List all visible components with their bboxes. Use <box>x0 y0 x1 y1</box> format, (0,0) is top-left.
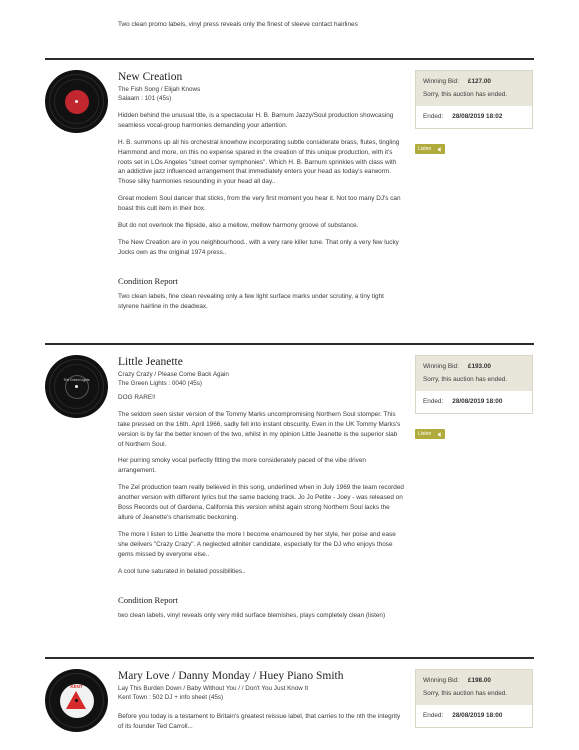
ended-label: Ended: <box>423 397 444 405</box>
auction-listing <box>45 657 534 750</box>
listing-title[interactable]: Mary Love / Danny Monday / Huey Piano Smith <box>118 670 344 682</box>
bid-box <box>415 669 533 728</box>
listing-subtitle: Lay This Burden Down / Baby Without You / / Don't You Just Know It <box>118 684 309 692</box>
ended-date: 28/08/2019 18:02 <box>452 112 503 120</box>
description-paragraph: Hidden behind the unusual title, is a spectacular H. B. Barnum Jazzy/Soul production showcasing seamless vocal-group harmonies demanding your attention. <box>118 111 394 129</box>
bid-box <box>415 70 533 129</box>
condition-report-heading: Condition Report <box>118 275 178 286</box>
description-paragraph: But do not overlook the flipside, also a mellow, mellow harmony groove of substance. <box>118 222 359 230</box>
description-paragraph: The Zel production team really believed in this song, underlined when in July 1969 the team recorded another version with different lyrics but the same backing track. Jo Jo Petite - Joey - was released on Boss Records out of Gardena, California this version whilst again strong Northern Soul lacks the allure of Jeanette's charismatic beckoning. <box>118 484 404 522</box>
ended-date: 28/08/2019 18:00 <box>452 711 503 719</box>
record-thumbnail[interactable] <box>45 669 108 732</box>
ended-date: 28/08/2019 18:00 <box>452 397 503 405</box>
listing-title[interactable]: Little Jeanette <box>118 356 183 368</box>
speaker-icon <box>438 432 442 437</box>
description-paragraph: Great modern Soul dancer that sticks, from the very first moment you hear it. Not too many DJ's can boast this cult item in their box. <box>118 195 401 213</box>
description-paragraph: The New Creation are in you neighbourhood.. with a very rare killer tune. That only a very few lucky Jocks own as the original 1974 press.. <box>118 239 399 256</box>
winning-bid-amount: £193.00 <box>467 363 491 370</box>
listen-button[interactable]: Listen <box>415 144 445 154</box>
auction-listing <box>45 58 534 344</box>
winning-bid-label: Winning Bid: <box>423 78 459 85</box>
ended-label: Ended: <box>423 112 444 120</box>
description-paragraph: The seldom seen sister version of the Tommy Marks uncompromising Northern Soul stomper. This take pressed on the 16th. April 1966, sadly fell into instant obscurity. Even in the UK Tommy Marks's version is by far the better known of the two, whilst in my opinion Little Jeanette is the superior slab of Northern Soul. <box>118 410 401 448</box>
winning-bid-amount: £127.00 <box>467 78 491 85</box>
auction-status: Sorry, this auction has ended. <box>423 375 508 383</box>
listing-label-line: Kent Town : 502 DJ + info sheet (45s) <box>118 694 224 702</box>
description-paragraph: H. B. summons up all his orchestral knowhow incorporating subtle considerate brass, flutes, tingling Hammond and more, on this no expense spared in the creation of this unique production, with it's roots set in LOs Angeles "street corner symphonies". Which H. B. Barnum sprinkles with class with an addictive jazz influenced arrangement that immediately enters your head as today's earworm. Those silky harmonies resounding in your head all day.. <box>118 138 400 186</box>
condition-report-heading: Condition Report <box>118 594 178 605</box>
listing-label-line: The Green Lights : 0040 (45s) <box>118 380 203 388</box>
listing-title[interactable]: New Creation <box>118 71 183 83</box>
listen-button[interactable]: Listen <box>415 429 445 439</box>
description-paragraph: A cool tune saturated in belated possibilities.. <box>118 567 246 575</box>
auction-status: Sorry, this auction has ended. <box>423 90 508 98</box>
auction-status: Sorry, this auction has ended. <box>423 689 508 697</box>
winning-bid-label: Winning Bid: <box>423 363 459 370</box>
description-paragraph: DOG RARE!! <box>118 393 156 401</box>
intro-text: Two clean promo labels, vinyl press reveals only the finest of sleeve contact hairlines <box>118 21 358 28</box>
record-thumbnail[interactable] <box>45 70 108 133</box>
listing-subtitle: The Fish Song / Elijah Knows <box>118 85 201 93</box>
winning-bid-amount: £198.00 <box>467 677 491 684</box>
record-label-text: The Green Lights <box>63 378 90 382</box>
bid-box <box>415 355 533 414</box>
auction-listing <box>45 343 534 657</box>
condition-report-text: two clean labels, vinyl reveals only very mild surface blemishes, plays completely clean (listen) <box>118 611 386 619</box>
description-paragraph: Before you today is a testament to Britain's greatest reissue label, that carries to the nth the integrity of its founder Ted Carroll... <box>118 712 401 730</box>
listing-label-line: Salaam : 101 (45s) <box>118 95 172 103</box>
ended-label: Ended: <box>423 711 444 719</box>
record-thumbnail[interactable] <box>45 355 108 418</box>
record-label-text: KENT <box>70 684 83 689</box>
speaker-icon <box>438 147 442 152</box>
condition-report-text: Two clean labels, fine clean revealing only a few light surface marks under scrutiny, a tiny tight styrene hairline in the deadwax. <box>118 293 384 311</box>
winning-bid-label: Winning Bid: <box>423 677 459 684</box>
listing-subtitle: Crazy Crazy / Please Come Back Again <box>118 370 229 378</box>
description-paragraph: Her purring smoky vocal perfectly fitting the more considerately paced of the vibe driven arrangement. <box>118 457 366 475</box>
description-paragraph: The more I listen to Little Jeanette the more I become enamoured by her style, her poise and ease she delivers "Crazy Crazy". A neglected allniter candidate, especially for the DJ who enjoys those gems missed by everyone else.. <box>118 530 396 558</box>
